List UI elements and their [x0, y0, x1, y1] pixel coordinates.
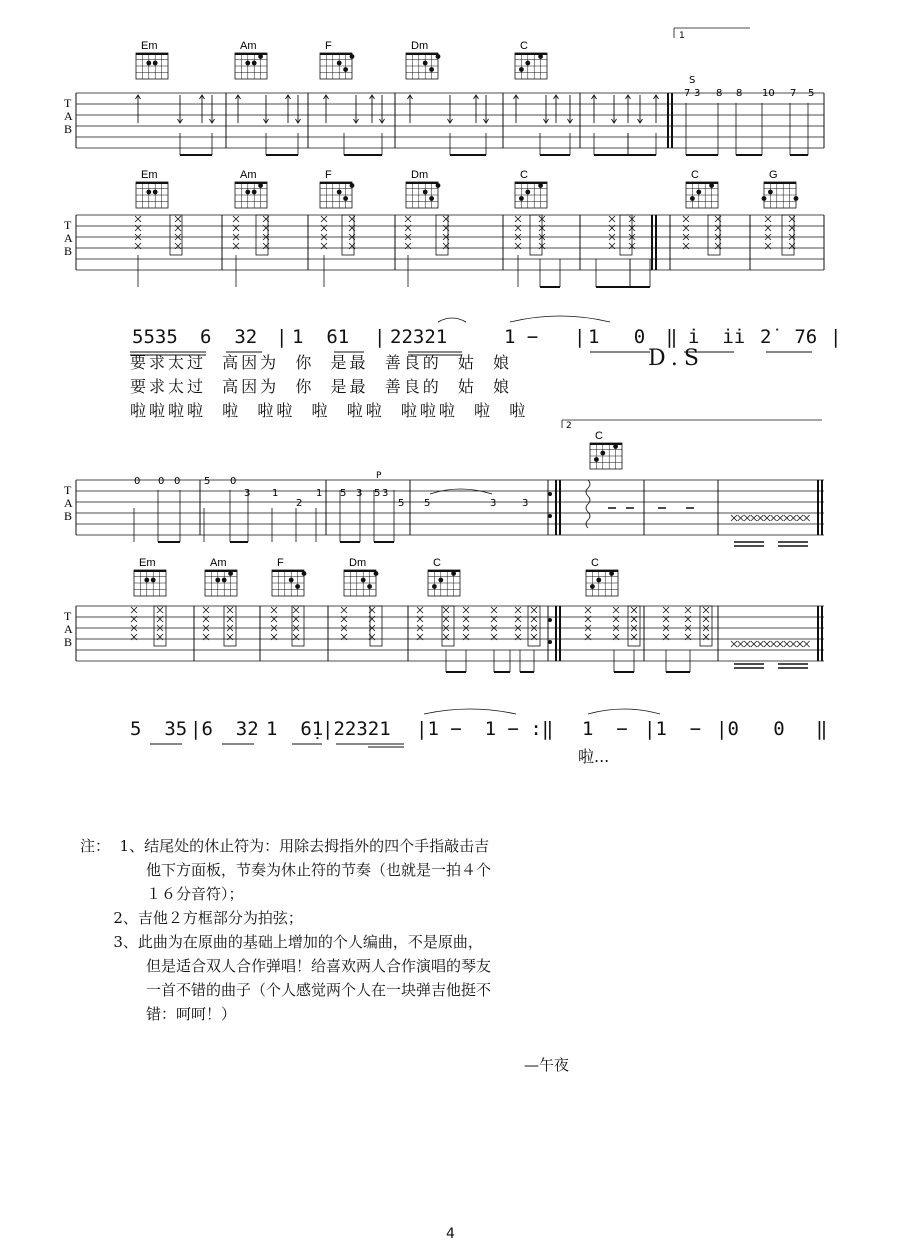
note-line: 3、此曲为在原曲的基础上增加的个人编曲，不是原曲， — [80, 933, 483, 951]
chord-dot — [525, 61, 530, 66]
slap-box — [436, 215, 448, 255]
chord-dot — [438, 578, 443, 583]
tab-fret-number: 0 — [134, 476, 141, 487]
tab-fret-number: 3 — [244, 488, 251, 499]
chord-dot — [343, 67, 348, 72]
tab-fret-number: 1 — [272, 488, 279, 499]
jianpu-note: i̇ i̇i̇ — [688, 326, 746, 348]
chord-dot — [337, 190, 342, 195]
volta-label: 1 — [679, 31, 685, 41]
chord-dot — [690, 196, 695, 201]
chord-name: C — [520, 169, 528, 181]
volta-label: 2 — [566, 421, 572, 431]
chord-dot — [258, 54, 263, 59]
chord-name: Dm — [411, 40, 429, 52]
chord-dot — [361, 578, 366, 583]
tab-fret-number: 7 — [684, 88, 691, 99]
lyrics-line-1: 要求太过 高因为 你 是最 善良的 姑 娘 — [130, 353, 513, 372]
slap-box — [628, 606, 640, 646]
chord-dot — [153, 61, 158, 66]
jianpu-bar: ‖ — [816, 718, 828, 740]
repeat-dot — [548, 640, 552, 644]
chord-dot — [302, 571, 307, 576]
chord-name: Dm — [349, 557, 367, 569]
note-line: 错：呵呵！） — [146, 1005, 237, 1023]
chord-dot — [436, 183, 441, 188]
tab-clef: T — [64, 218, 72, 232]
jianpu-note: |22321 — [322, 718, 391, 740]
chord-dot — [151, 578, 156, 583]
chord-dot — [245, 190, 250, 195]
chord-dot — [525, 190, 530, 195]
slap-box — [782, 215, 794, 255]
jianpu-bar: | — [276, 326, 288, 348]
chord-dot — [794, 196, 799, 201]
chord-dot — [222, 578, 227, 583]
jianpu-note: |1 − — [644, 718, 702, 740]
slap-box — [224, 606, 236, 646]
tie — [588, 709, 660, 714]
chord-dot — [538, 54, 543, 59]
chord-name: F — [325, 169, 332, 181]
chord-dot — [600, 451, 605, 456]
chord-name: Em — [141, 40, 158, 52]
tab-fret-number: 0 — [174, 476, 181, 487]
tab-fret-number: 8 — [736, 88, 743, 99]
jianpu-note: |6 32 — [190, 718, 259, 740]
chord-dot — [374, 571, 379, 576]
jianpu-note: 6 32 — [200, 326, 258, 348]
tab-clef: B — [64, 635, 73, 649]
jianpu-note: 1 − — [582, 718, 628, 740]
chord-dot — [228, 571, 233, 576]
chord-name: C — [591, 557, 599, 569]
chord-dot — [451, 571, 456, 576]
slap-box — [708, 215, 720, 255]
slap-box — [256, 215, 268, 255]
tab-clef: T — [64, 96, 72, 110]
repeat-dot — [548, 514, 552, 518]
jianpu-note: 1 − — [504, 326, 539, 348]
chord-name: Em — [141, 169, 158, 181]
tab-fret-number: 2 — [296, 498, 303, 509]
note-line: １６分音符）； — [146, 885, 244, 903]
tab-fret-number: 5 — [424, 498, 431, 509]
jianpu-note: 22321 — [390, 326, 448, 348]
chord-name: C — [433, 557, 441, 569]
la-lyric: 啦... — [578, 747, 610, 766]
chord-name: Am — [210, 557, 227, 569]
note-line: 一首不错的曲子（个人感觉两个人在一块弹吉他挺不 — [146, 981, 492, 999]
tab-clef: A — [64, 622, 73, 636]
ds-marking: D.S — [648, 346, 705, 371]
tie — [438, 318, 466, 322]
chord-dot — [519, 67, 524, 72]
note-line: 注： 1、结尾处的休止符为：用除去拇指外的四个手指敲击吉 — [80, 837, 490, 855]
jianpu-note: 2̇ 76 — [760, 326, 818, 348]
chord-dot — [367, 584, 372, 589]
chord-name: G — [769, 169, 778, 181]
chord-dot — [696, 190, 701, 195]
chord-dot — [252, 190, 257, 195]
jianpu-note: 5 35 — [130, 718, 188, 740]
chord-dot — [762, 196, 767, 201]
chord-dot — [423, 190, 428, 195]
tab-fret-number: 7 — [790, 88, 797, 99]
note-line: 2、吉他２方框部分为拍弦； — [80, 909, 303, 927]
jianpu-note: 5535 — [132, 326, 178, 348]
arpeggio-mark — [586, 480, 590, 528]
tab-fret-number: 3 — [382, 488, 389, 499]
chord-dot — [429, 67, 434, 72]
tab-clef: T — [64, 609, 72, 623]
chord-dot — [432, 584, 437, 589]
chord-dot — [295, 584, 300, 589]
tie — [424, 709, 516, 714]
chord-dot — [538, 183, 543, 188]
chord-name: C — [691, 169, 699, 181]
chord-dot — [768, 190, 773, 195]
page-number: 4 — [446, 1226, 455, 1242]
tab-fret-number: 5 — [808, 88, 815, 99]
tab-fret-number: 3 — [490, 498, 497, 509]
slap-box — [700, 606, 712, 646]
chord-dot — [252, 61, 257, 66]
chord-dot — [609, 571, 614, 576]
tab-clef: B — [64, 244, 73, 258]
chord-dot — [343, 196, 348, 201]
pull-off-mark: P — [376, 471, 382, 481]
jianpu-note: |0 0 — [716, 718, 785, 740]
tab-clef: T — [64, 483, 72, 497]
jianpu-bar: ‖ — [666, 326, 678, 348]
tab-clef: A — [64, 231, 73, 245]
slap-box — [370, 606, 382, 646]
footnotes — [80, 834, 491, 1026]
chord-name: C — [520, 40, 528, 52]
repeat-dot — [548, 618, 552, 622]
chord-name: F — [277, 557, 284, 569]
chord-dot — [146, 61, 151, 66]
jianpu-bar: | — [830, 326, 842, 348]
chord-dot — [423, 61, 428, 66]
tab-fret-number: 3 — [356, 488, 363, 499]
tab-fret-number: 0 — [158, 476, 165, 487]
tie — [510, 316, 610, 322]
tie — [430, 489, 492, 494]
note-line: 他下方面板，节奏为休止符的节奏（也就是一拍４个 — [146, 861, 492, 879]
chord-dot — [258, 183, 263, 188]
chord-dot — [590, 584, 595, 589]
jianpu-note: 1 6̣1 — [266, 718, 324, 740]
slap-box — [528, 606, 540, 646]
tab-fret-number: 5 — [374, 488, 381, 499]
jianpu-note: 1 0 — [588, 326, 646, 348]
tab-fret-number: 5 — [340, 488, 347, 499]
tab-clef: B — [64, 122, 73, 136]
chord-name: Am — [240, 169, 257, 181]
chord-dot — [519, 196, 524, 201]
jianpu-note: 1 61 — [292, 326, 350, 348]
tab-fret-number: 5 — [398, 498, 405, 509]
chord-dot — [337, 61, 342, 66]
tab-fret-number: 3 — [522, 498, 529, 509]
chord-dot — [436, 54, 441, 59]
lyrics-line-2: 要求太过 高因为 你 是最 善良的 姑 娘 — [130, 377, 513, 396]
lyrics-line-3: 啦啦啦啦 啦 啦啦 啦 啦啦 啦啦啦 啦 啦 — [130, 401, 529, 420]
chord-dot — [146, 190, 151, 195]
tab-clef: A — [64, 496, 73, 510]
tab-clef: B — [64, 509, 73, 523]
chord-name: Dm — [411, 169, 429, 181]
jianpu-line-2 — [126, 718, 836, 758]
segno-mark: S — [689, 75, 696, 86]
chord-dot — [596, 578, 601, 583]
tab-fret-number: 5 — [204, 476, 211, 487]
chord-name: F — [325, 40, 332, 52]
chord-dot — [289, 578, 294, 583]
repeat-dot — [548, 492, 552, 496]
tab-fret-number: 1 — [316, 488, 323, 499]
jianpu-note: |1 − 1 − :‖ — [416, 718, 554, 740]
chord-dot — [245, 61, 250, 66]
slap-box — [342, 215, 354, 255]
jianpu-bar: | — [374, 326, 386, 348]
tab-fret-number: 10 — [762, 88, 775, 99]
chord-dot — [153, 190, 158, 195]
slap-box — [154, 606, 166, 646]
chord-dot — [594, 457, 599, 462]
chord-name: C — [595, 430, 603, 442]
tab-fret-number: 0 — [230, 476, 237, 487]
chord-dot — [429, 196, 434, 201]
chord-dot — [613, 444, 618, 449]
tab-clef: A — [64, 109, 73, 123]
note-line: 但是适合双人合作弹唱！给喜欢两人合作演唱的琴友 — [146, 957, 492, 975]
chord-name: Am — [240, 40, 257, 52]
chord-dot — [144, 578, 149, 583]
tab-fret-number: 8 — [716, 88, 723, 99]
chord-dot — [350, 183, 355, 188]
chord-dot — [350, 54, 355, 59]
chord-name: Em — [139, 557, 156, 569]
tab-fret-number: 3 — [694, 88, 701, 99]
chord-dot — [215, 578, 220, 583]
signature: —午夜 — [524, 1056, 570, 1074]
jianpu-bar: | — [574, 326, 586, 348]
chord-dot — [709, 183, 714, 188]
